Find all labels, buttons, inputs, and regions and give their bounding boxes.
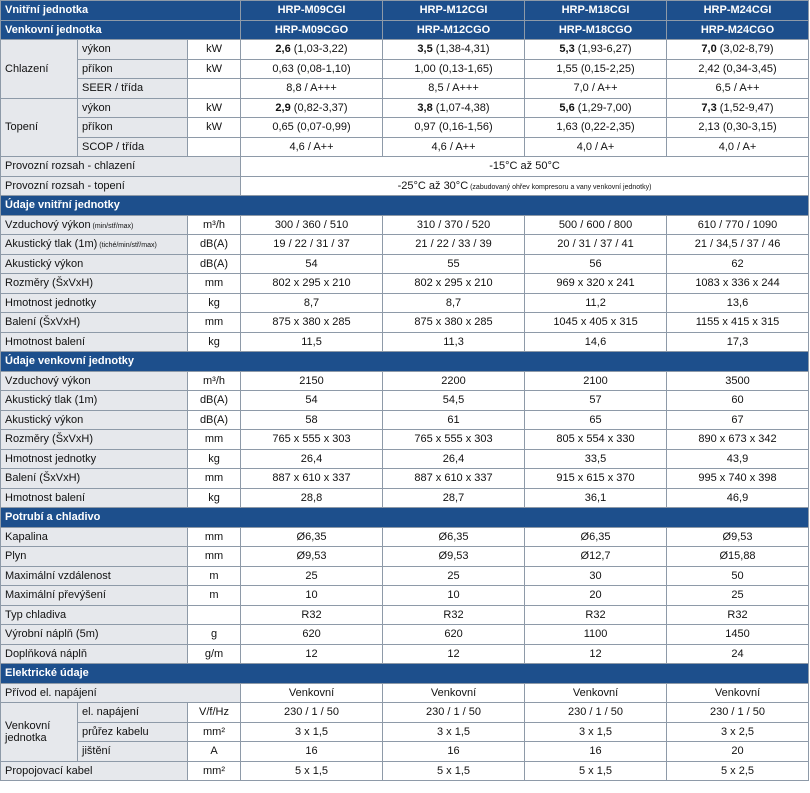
value-cell: 890 x 673 x 342	[667, 430, 809, 450]
value-cell: 43,9	[667, 449, 809, 469]
value-cell: 887 x 610 x 337	[241, 469, 383, 489]
value-main: 5,6	[559, 101, 575, 114]
unit: mm	[188, 430, 241, 450]
range-heating-main: -25°C až 30°C	[397, 179, 469, 192]
unit: m	[188, 566, 241, 586]
piping-row	[1, 527, 809, 547]
unit: mm²	[188, 761, 241, 781]
value-cell: 8,5 / A+++	[383, 79, 525, 99]
value-cell: 25	[241, 566, 383, 586]
unit: kg	[188, 293, 241, 313]
row-label: Balení (ŠxVxH)	[1, 469, 188, 489]
row-label: Balení (ŠxVxH)	[1, 313, 188, 333]
electrical-cable-row	[1, 761, 809, 781]
value-cell: 5 x 1,5	[241, 761, 383, 781]
value-cell: Venkovní	[383, 683, 525, 703]
row-label: příkon	[78, 118, 188, 138]
unit: mm	[188, 274, 241, 294]
row-label: výkon	[78, 40, 188, 60]
value-cell: 56	[525, 254, 667, 274]
value-cell: 16	[241, 742, 383, 762]
unit: dB(A)	[188, 254, 241, 274]
value-cell: 10	[383, 586, 525, 606]
value-main: 2,9	[275, 101, 291, 114]
section-indoor	[1, 196, 809, 216]
indoor-model: HRP-M18CGI	[525, 1, 667, 21]
value-range: (3,02-8,79)	[716, 43, 774, 56]
value-cell: 10	[241, 586, 383, 606]
row-label-main: Akustický tlak (1m)	[5, 238, 98, 251]
value-cell: 25	[667, 586, 809, 606]
value-cell: 1,63 (0,22-2,35)	[525, 118, 667, 138]
row-label: SCOP / třída	[78, 137, 188, 157]
outdoor-model: HRP-M18CGO	[525, 20, 667, 40]
value-cell: 802 x 295 x 210	[383, 274, 525, 294]
value-cell: 1100	[525, 625, 667, 645]
row-label-small: (min/stř/max)	[90, 222, 134, 230]
range-heating-label: Provozní rozsah - topení	[1, 176, 241, 196]
row-label	[1, 215, 188, 235]
value-cell: 57	[525, 391, 667, 411]
row-label: Přívod el. napájení	[1, 683, 241, 703]
unit: kg	[188, 449, 241, 469]
value-cell: 3 x 2,5	[667, 722, 809, 742]
unit: dB(A)	[188, 235, 241, 255]
value-cell: 1450	[667, 625, 809, 645]
value-cell: 11,2	[525, 293, 667, 313]
value-cell	[667, 40, 809, 60]
row-label	[1, 235, 188, 255]
value-cell: 2,13 (0,30-3,15)	[667, 118, 809, 138]
row-label: Plyn	[1, 547, 188, 567]
row-label: Akustický výkon	[1, 410, 188, 430]
value-cell: 8,7	[383, 293, 525, 313]
range-heating-note: (zabudovaný ohřev kompresoru a vany venkovní jednotky)	[468, 183, 652, 191]
row-label: el. napájení	[78, 703, 188, 723]
value-cell: 230 / 1 / 50	[667, 703, 809, 723]
cooling-row-output	[1, 40, 809, 60]
outdoor-row	[1, 410, 809, 430]
value-cell: 20 / 31 / 37 / 41	[525, 235, 667, 255]
value-cell: 8,8 / A+++	[241, 79, 383, 99]
unit: A	[188, 742, 241, 762]
value-cell: Ø6,35	[525, 527, 667, 547]
value-cell	[383, 40, 525, 60]
unit: mm²	[188, 722, 241, 742]
value-main: 3,8	[417, 101, 433, 114]
value-cell: 230 / 1 / 50	[525, 703, 667, 723]
value-cell: 12	[241, 644, 383, 664]
value-cell: 1,55 (0,15-2,25)	[525, 59, 667, 79]
cooling-row-seer	[1, 79, 809, 99]
heating-row-output	[1, 98, 809, 118]
value-cell: 4,6 / A++	[241, 137, 383, 157]
cooling-group-label: Chlazení	[1, 40, 78, 99]
value-cell: 3 x 1,5	[383, 722, 525, 742]
piping-row	[1, 586, 809, 606]
outdoor-model: HRP-M12CGO	[383, 20, 525, 40]
row-label: Akustický tlak (1m)	[1, 391, 188, 411]
value-cell: 1083 x 336 x 244	[667, 274, 809, 294]
value-cell: Ø9,53	[383, 547, 525, 567]
value-cell: 4,6 / A++	[383, 137, 525, 157]
piping-row	[1, 566, 809, 586]
value-cell: Ø6,35	[383, 527, 525, 547]
row-label: Hmotnost balení	[1, 488, 188, 508]
row-label-small: (tiché/min/stř/max)	[97, 242, 157, 250]
section-outdoor	[1, 352, 809, 372]
value-cell: 26,4	[241, 449, 383, 469]
unit: dB(A)	[188, 391, 241, 411]
value-cell: 16	[525, 742, 667, 762]
unit: dB(A)	[188, 410, 241, 430]
value-cell: 21 / 34,5 / 37 / 46	[667, 235, 809, 255]
value-cell: 17,3	[667, 332, 809, 352]
piping-row	[1, 625, 809, 645]
row-label: Hmotnost jednotky	[1, 293, 188, 313]
value-cell: 0,63 (0,08-1,10)	[241, 59, 383, 79]
row-label: jištění	[78, 742, 188, 762]
value-range: (1,07-4,38)	[432, 101, 490, 114]
value-cell: 46,9	[667, 488, 809, 508]
value-cell: Ø9,53	[241, 547, 383, 567]
outdoor-row	[1, 430, 809, 450]
indoor-row	[1, 274, 809, 294]
value-cell: 3500	[667, 371, 809, 391]
unit: m	[188, 586, 241, 606]
value-cell: 2100	[525, 371, 667, 391]
row-label: Akustický výkon	[1, 254, 188, 274]
value-main: 7,3	[701, 101, 717, 114]
piping-row	[1, 644, 809, 664]
outdoor-model: HRP-M09CGO	[241, 20, 383, 40]
value-cell: 7,0 / A++	[525, 79, 667, 99]
electrical-supply-row	[1, 683, 809, 703]
value-cell: Ø9,53	[667, 527, 809, 547]
value-cell: 58	[241, 410, 383, 430]
range-heating-row	[1, 176, 809, 196]
row-label: Doplňková náplň	[1, 644, 188, 664]
value-cell: Ø15,88	[667, 547, 809, 567]
indoor-row	[1, 254, 809, 274]
row-label: Typ chladiva	[1, 605, 188, 625]
value-cell: 28,8	[241, 488, 383, 508]
row-label-main: Vzduchový výkon	[5, 218, 91, 231]
value-cell: 887 x 610 x 337	[383, 469, 525, 489]
piping-row	[1, 605, 809, 625]
unit: mm	[188, 469, 241, 489]
range-cooling-value: -15°C až 50°C	[241, 157, 809, 177]
unit: kg	[188, 488, 241, 508]
value-cell: 610 / 770 / 1090	[667, 215, 809, 235]
outdoor-row	[1, 391, 809, 411]
unit	[188, 137, 241, 157]
row-label: Propojovací kabel	[1, 761, 188, 781]
value-cell: 12	[525, 644, 667, 664]
value-cell: 25	[383, 566, 525, 586]
unit: m³/h	[188, 371, 241, 391]
row-label: výkon	[78, 98, 188, 118]
value-cell: R32	[241, 605, 383, 625]
value-cell: 33,5	[525, 449, 667, 469]
value-cell: Venkovní	[241, 683, 383, 703]
indoor-row	[1, 215, 809, 235]
value-cell	[667, 98, 809, 118]
value-range: (1,93-6,27)	[574, 43, 632, 56]
value-main: 3,5	[417, 43, 433, 56]
indoor-model: HRP-M24CGI	[667, 1, 809, 21]
value-cell: 4,0 / A+	[667, 137, 809, 157]
value-cell: 60	[667, 391, 809, 411]
row-label: příkon	[78, 59, 188, 79]
electrical-row	[1, 703, 809, 723]
value-main: 2,6	[275, 43, 291, 56]
section-piping	[1, 508, 809, 528]
value-cell: 2200	[383, 371, 525, 391]
value-cell: 20	[667, 742, 809, 762]
section-title: Elektrické údaje	[1, 664, 809, 684]
unit: mm	[188, 313, 241, 333]
value-cell	[241, 98, 383, 118]
outdoor-row	[1, 469, 809, 489]
outdoor-row	[1, 488, 809, 508]
electrical-group-label: Venkovní jednotka	[1, 703, 78, 762]
range-cooling-row	[1, 157, 809, 177]
value-cell: 1,00 (0,13-1,65)	[383, 59, 525, 79]
indoor-row	[1, 235, 809, 255]
value-cell: 500 / 600 / 800	[525, 215, 667, 235]
electrical-row	[1, 722, 809, 742]
value-range: (1,52-9,47)	[716, 101, 774, 114]
unit	[188, 605, 241, 625]
range-cooling-label: Provozní rozsah - chlazení	[1, 157, 241, 177]
unit	[188, 79, 241, 99]
value-cell: R32	[667, 605, 809, 625]
unit: g/m	[188, 644, 241, 664]
heating-row-input	[1, 118, 809, 138]
value-cell: 11,5	[241, 332, 383, 352]
value-cell: 19 / 22 / 31 / 37	[241, 235, 383, 255]
value-main: 5,3	[559, 43, 575, 56]
value-cell: Venkovní	[525, 683, 667, 703]
value-cell: 12	[383, 644, 525, 664]
range-heating-value	[241, 176, 809, 196]
value-cell: 620	[241, 625, 383, 645]
value-cell: 62	[667, 254, 809, 274]
value-cell: 55	[383, 254, 525, 274]
value-range: (1,29-7,00)	[574, 101, 632, 114]
section-title: Potrubí a chladivo	[1, 508, 809, 528]
value-cell: 28,7	[383, 488, 525, 508]
value-cell: 230 / 1 / 50	[241, 703, 383, 723]
section-title: Údaje vnitřní jednotky	[1, 196, 809, 216]
value-cell: 61	[383, 410, 525, 430]
electrical-row	[1, 742, 809, 762]
value-cell	[383, 98, 525, 118]
value-cell: 802 x 295 x 210	[241, 274, 383, 294]
value-cell: 765 x 555 x 303	[241, 430, 383, 450]
unit: kW	[188, 98, 241, 118]
value-main: 7,0	[701, 43, 717, 56]
value-cell: 1155 x 415 x 315	[667, 313, 809, 333]
section-title: Údaje venkovní jednotky	[1, 352, 809, 372]
value-cell: R32	[383, 605, 525, 625]
heating-row-scop	[1, 137, 809, 157]
value-cell: 16	[383, 742, 525, 762]
value-cell: 5 x 2,5	[667, 761, 809, 781]
value-cell: 875 x 380 x 285	[383, 313, 525, 333]
unit: kW	[188, 40, 241, 60]
value-range: (1,38-4,31)	[432, 43, 490, 56]
value-cell	[525, 40, 667, 60]
value-cell: 5 x 1,5	[525, 761, 667, 781]
heating-group-label: Topení	[1, 98, 78, 157]
outdoor-model: HRP-M24CGO	[667, 20, 809, 40]
value-range: (0,82-3,37)	[290, 101, 348, 114]
indoor-model: HRP-M12CGI	[383, 1, 525, 21]
row-label: průřez kabelu	[78, 722, 188, 742]
value-cell: 4,0 / A+	[525, 137, 667, 157]
piping-row	[1, 547, 809, 567]
value-cell: 54,5	[383, 391, 525, 411]
indoor-row	[1, 313, 809, 333]
section-electrical	[1, 664, 809, 684]
outdoor-unit-label: Venkovní jednotka	[1, 20, 241, 40]
value-cell: Ø6,35	[241, 527, 383, 547]
value-cell: 300 / 360 / 510	[241, 215, 383, 235]
value-cell	[241, 40, 383, 60]
value-cell: 995 x 740 x 398	[667, 469, 809, 489]
row-label: Výrobní náplň (5m)	[1, 625, 188, 645]
header-row-outdoor	[1, 20, 809, 40]
value-cell: 0,97 (0,16-1,56)	[383, 118, 525, 138]
value-cell: 805 x 554 x 330	[525, 430, 667, 450]
value-cell: 24	[667, 644, 809, 664]
value-cell: 2,42 (0,34-3,45)	[667, 59, 809, 79]
unit: mm	[188, 547, 241, 567]
value-cell: 6,5 / A++	[667, 79, 809, 99]
value-cell: 13,6	[667, 293, 809, 313]
outdoor-row	[1, 371, 809, 391]
outdoor-row	[1, 449, 809, 469]
value-cell: 969 x 320 x 241	[525, 274, 667, 294]
value-cell: 3 x 1,5	[241, 722, 383, 742]
unit: g	[188, 625, 241, 645]
value-cell: 3 x 1,5	[525, 722, 667, 742]
value-cell: 765 x 555 x 303	[383, 430, 525, 450]
value-cell: 11,3	[383, 332, 525, 352]
value-cell: 54	[241, 254, 383, 274]
value-cell: 5 x 1,5	[383, 761, 525, 781]
indoor-model: HRP-M09CGI	[241, 1, 383, 21]
value-cell: Venkovní	[667, 683, 809, 703]
row-label: SEER / třída	[78, 79, 188, 99]
unit: m³/h	[188, 215, 241, 235]
value-cell: 1045 x 405 x 315	[525, 313, 667, 333]
value-cell: 36,1	[525, 488, 667, 508]
value-cell	[525, 98, 667, 118]
value-cell: 2150	[241, 371, 383, 391]
indoor-row	[1, 293, 809, 313]
value-cell: 65	[525, 410, 667, 430]
value-cell: 54	[241, 391, 383, 411]
row-label: Maximální převýšení	[1, 586, 188, 606]
value-cell: 30	[525, 566, 667, 586]
value-cell: 26,4	[383, 449, 525, 469]
unit: V/f/Hz	[188, 703, 241, 723]
indoor-unit-label: Vnitřní jednotka	[1, 1, 241, 21]
value-range: (1,03-3,22)	[290, 43, 348, 56]
value-cell: 67	[667, 410, 809, 430]
value-cell: Ø12,7	[525, 547, 667, 567]
row-label: Rozměry (ŠxVxH)	[1, 430, 188, 450]
value-cell: 8,7	[241, 293, 383, 313]
row-label: Kapalina	[1, 527, 188, 547]
value-cell: 230 / 1 / 50	[383, 703, 525, 723]
unit: kg	[188, 332, 241, 352]
unit: mm	[188, 527, 241, 547]
row-label: Hmotnost jednotky	[1, 449, 188, 469]
value-cell: 620	[383, 625, 525, 645]
unit: kW	[188, 59, 241, 79]
indoor-row	[1, 332, 809, 352]
value-cell: 14,6	[525, 332, 667, 352]
value-cell: 0,65 (0,07-0,99)	[241, 118, 383, 138]
unit: kW	[188, 118, 241, 138]
row-label: Rozměry (ŠxVxH)	[1, 274, 188, 294]
row-label: Vzduchový výkon	[1, 371, 188, 391]
value-cell: R32	[525, 605, 667, 625]
value-cell: 875 x 380 x 285	[241, 313, 383, 333]
cooling-row-input	[1, 59, 809, 79]
header-row-indoor	[1, 1, 809, 21]
value-cell: 310 / 370 / 520	[383, 215, 525, 235]
value-cell: 20	[525, 586, 667, 606]
row-label: Hmotnost balení	[1, 332, 188, 352]
row-label: Maximální vzdálenost	[1, 566, 188, 586]
value-cell: 915 x 615 x 370	[525, 469, 667, 489]
value-cell: 21 / 22 / 33 / 39	[383, 235, 525, 255]
value-cell: 50	[667, 566, 809, 586]
